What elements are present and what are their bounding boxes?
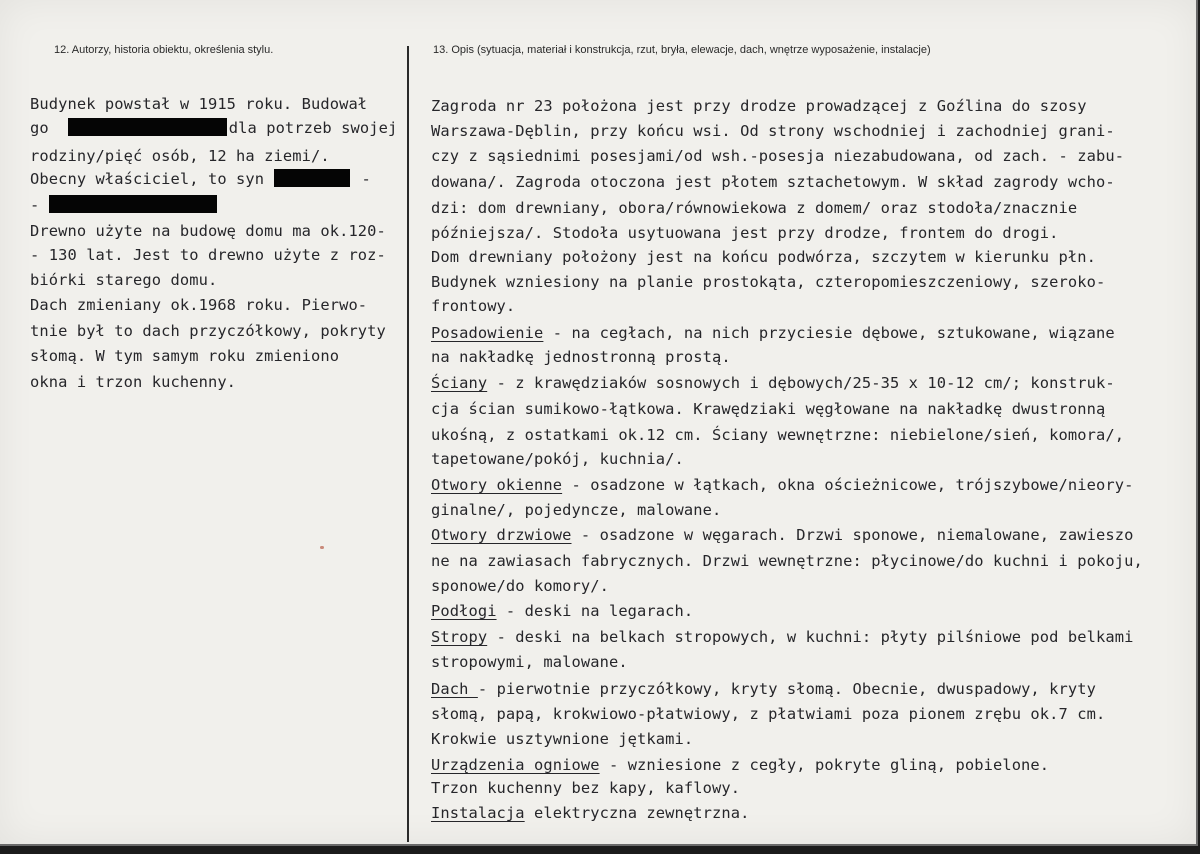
text-line: Budynek powstał w 1915 roku. Budował [30, 95, 368, 113]
text-line: ne na zawiasach fabrycznych. Drzwi wewnętrzne: płycinowe/do kuchni i pokoju, [431, 552, 1143, 570]
heading-otwory-drzwiowe: Otwory drzwiowe [431, 526, 572, 544]
text-line: Budynek wzniesiony na planie prostokąta, czteropomieszczeniowy, szeroko- [431, 273, 1106, 291]
text-line: Dach zmieniany ok.1968 roku. Pierwo- [30, 296, 368, 314]
heading-podlogi: Podłogi [431, 602, 497, 620]
section-12-header: 12. Autorzy, historia obiektu, określenia stylu. [54, 44, 274, 56]
text-line: Ściany - z krawędziaków sosnowych i dębowych/25-35 x 10-12 cm/; konstruk- [431, 374, 1115, 392]
text-line: Krokwie usztywnione jętkami. [431, 730, 694, 748]
redaction-bar [274, 169, 350, 187]
text-line: Podłogi - deski na legarach. [431, 602, 694, 620]
text-line: Zagroda nr 23 położona jest przy drodze prowadzącej z Goźlina do szosy [431, 97, 1087, 115]
heading-posadowienie: Posadowienie [431, 324, 544, 342]
text-line: Dom drewniany położony jest na końcu podwórza, szczytem w kierunku płn. [431, 248, 1096, 266]
text-line: późniejsza/. Stodoła usytuowana jest przy drodze, frontem do drogi. [431, 224, 1059, 242]
text-line: słomą. W tym samym roku zmieniono [30, 347, 340, 365]
text-line: ginalne/, pojedyncze, malowane. [431, 501, 722, 519]
text-line: - 130 lat. Jest to drewno użyte z roz- [30, 246, 386, 264]
text-line: sponowe/do komory/. [431, 577, 609, 595]
text-line: Urządzenia ogniowe - wzniesione z cegły, pokryte gliną, pobielone. [431, 756, 1050, 774]
text-line: Trzon kuchenny bez kapy, kaflowy. [431, 779, 741, 797]
text-line: słomą, papą, krokwiowo-płatwiowy, z płatwiami poza pionem zrębu ok.7 cm. [431, 705, 1106, 723]
text-line: Dach - pierwotnie przyczółkowy, kryty słomą. Obecnie, dwuspadowy, kryty [431, 680, 1096, 698]
text-line: czy z sąsiednimi posesjami/od wsh.-posesja niezabudowana, od zach. - zabu- [431, 147, 1125, 165]
text-line: - [30, 194, 217, 216]
text-line: na nakładkę jednostronną prostą. [431, 348, 731, 366]
text-line: rodziny/pięć osób, 12 ha ziemi/. [30, 147, 330, 165]
redaction-bar [49, 195, 217, 213]
text-line: Otwory drzwiowe - osadzone w węgarach. Drzwi sponowe, niemalowane, zawieszo [431, 526, 1134, 544]
heading-urzadzenia-ogniowe: Urządzenia ogniowe [431, 756, 600, 774]
text-line: ukośną, z ostatkami ok.12 cm. Ściany wewnętrzne: niebielone/sień, komora/, [431, 426, 1125, 444]
text-line: Instalacja elektryczna zewnętrzna. [431, 804, 750, 822]
text-line: Obecny właściciel, to syn - [30, 170, 371, 188]
text-line: tapetowane/pokój, kuchnia/. [431, 450, 684, 468]
text-line: Warszawa-Dęblin, przy końcu wsi. Od strony wschodniej i zachodniej grani- [431, 122, 1115, 140]
heading-otwory-okienne: Otwory okienne [431, 476, 563, 494]
section-13-header: 13. Opis (sytuacja, materiał i konstrukcja, rzut, bryła, elewacje, dach, wnętrze wyposażenie, instalacje) [433, 44, 931, 56]
column-divider [407, 46, 409, 842]
paper-speck [320, 546, 324, 549]
text-line: go dla potrzeb swojej [30, 119, 398, 137]
text-line: tnie był to dach przyczółkowy, pokryty [30, 322, 386, 340]
text-line: dzi: dom drewniany, obora/równowiekowa z domem/ oraz stodoła/znacznie [431, 199, 1078, 217]
text-line: Stropy - deski na belkach stropowych, w kuchni: płyty pilśniowe pod belkami [431, 628, 1134, 646]
text-line: Posadowienie - na cegłach, na nich przyciesie dębowe, sztukowane, wiązane [431, 324, 1115, 342]
text-line: frontowy. [431, 297, 516, 315]
text-line: okna i trzon kuchenny. [30, 373, 237, 391]
text-line: biórki starego domu. [30, 271, 218, 289]
text-line: dowana/. Zagroda otoczona jest płotem sztachetowym. W skład zagrody wcho- [431, 173, 1115, 191]
heading-sciany: Ściany [431, 374, 488, 392]
text-line: stropowymi, malowane. [431, 653, 628, 671]
text-line: Otwory okienne - osadzone w łątkach, okna ościeżnicowe, trójszybowe/nieory- [431, 476, 1134, 494]
text-line: Drewno użyte na budowę domu ma ok.120- [30, 222, 386, 240]
redaction-bar [68, 118, 227, 136]
heading-stropy: Stropy [431, 628, 488, 646]
heading-dach: Dach [431, 680, 478, 698]
heading-instalacja: Instalacja [431, 804, 525, 822]
text-line: cja ścian sumikowo-łątkowa. Krawędziaki węgłowane na nakładkę dwustronną [431, 400, 1106, 418]
